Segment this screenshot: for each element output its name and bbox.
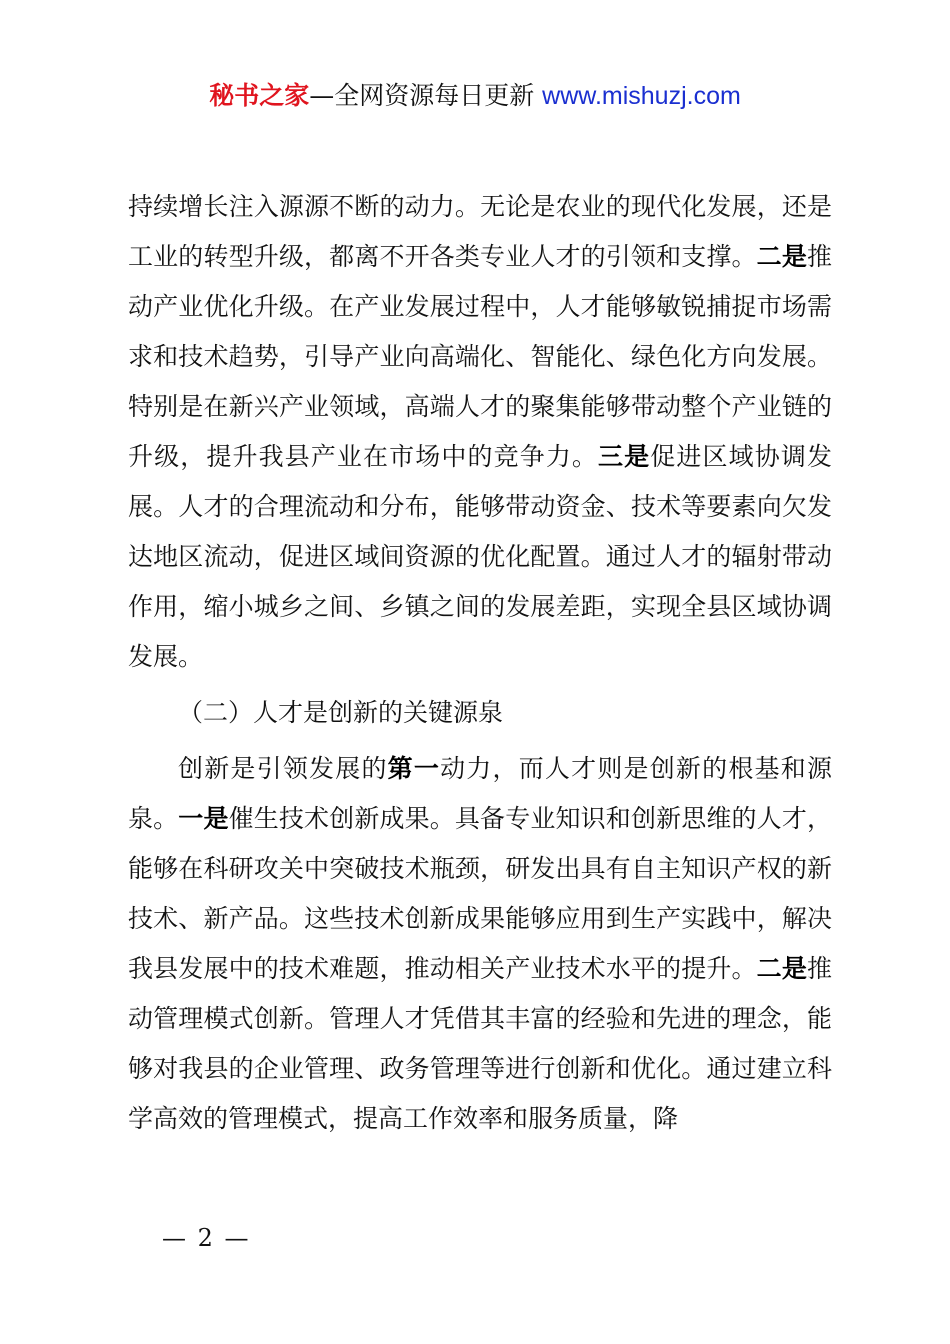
page-number: — 2 — [162, 1224, 251, 1252]
bold-marker: 二是 [756, 954, 807, 983]
paragraph-innovation [128, 744, 832, 1144]
site-url-link[interactable]: www.mishuzj.com [542, 82, 741, 110]
bold-marker: 一是 [178, 804, 229, 833]
section-heading: （二）人才是创新的关键源泉 [178, 698, 504, 727]
text-run: 动力，而人才则是创新的根基和源泉。 [128, 754, 832, 833]
site-brand: 秘书之家 [209, 81, 310, 110]
text-run: 创新是引领发展的 [178, 754, 388, 783]
paragraph-continued [128, 182, 832, 682]
text-run: 推动管理模式创新。管理人才凭借其丰富的经验和先进的理念，能够对我县的企业管理、政务管理等进行创新和优化。通过建立科学高效的管理模式，提高工作效率和服务质量，降 [128, 954, 832, 1133]
document-body [128, 182, 832, 1144]
site-header [0, 78, 950, 114]
bold-marker: 三是 [598, 442, 651, 471]
text-run: 持续增长注入源源不断的动力。无论是农业的现代化发展，还是工业的转型升级，都离不开各类专业人才的引领和支撑。 [128, 192, 832, 271]
bold-marker: 第一 [387, 754, 441, 783]
text-run: 催生技术创新成果。具备专业知识和创新思维的人才，能够在科研攻关中突破技术瓶颈，研发出具有自主知识产权的新技术、新产品。这些技术创新成果能够应用到生产实践中，解决我县发展中的技术难题，推动相关产业技术水平的提升。 [128, 804, 832, 983]
text-run: 促进区域协调发展。人才的合理流动和分布，能够带动资金、技术等要素向欠发达地区流动，促进区域间资源的优化配置。通过人才的辐射带动作用，缩小城乡之间、乡镇之间的发展差距，实现全县区域协调发展。 [128, 442, 832, 671]
site-tagline: —全网资源每日更新 [309, 81, 543, 110]
text-run: 推动产业优化升级。在产业发展过程中，人才能够敏锐捕捉市场需求和技术趋势，引导产业向高端化、智能化、绿色化方向发展。特别是在新兴产业领域，高端人才的聚集能够带动整个产业链的升级，提升我县产业在市场中的竞争力。 [128, 242, 832, 471]
bold-marker: 二是 [756, 242, 807, 271]
